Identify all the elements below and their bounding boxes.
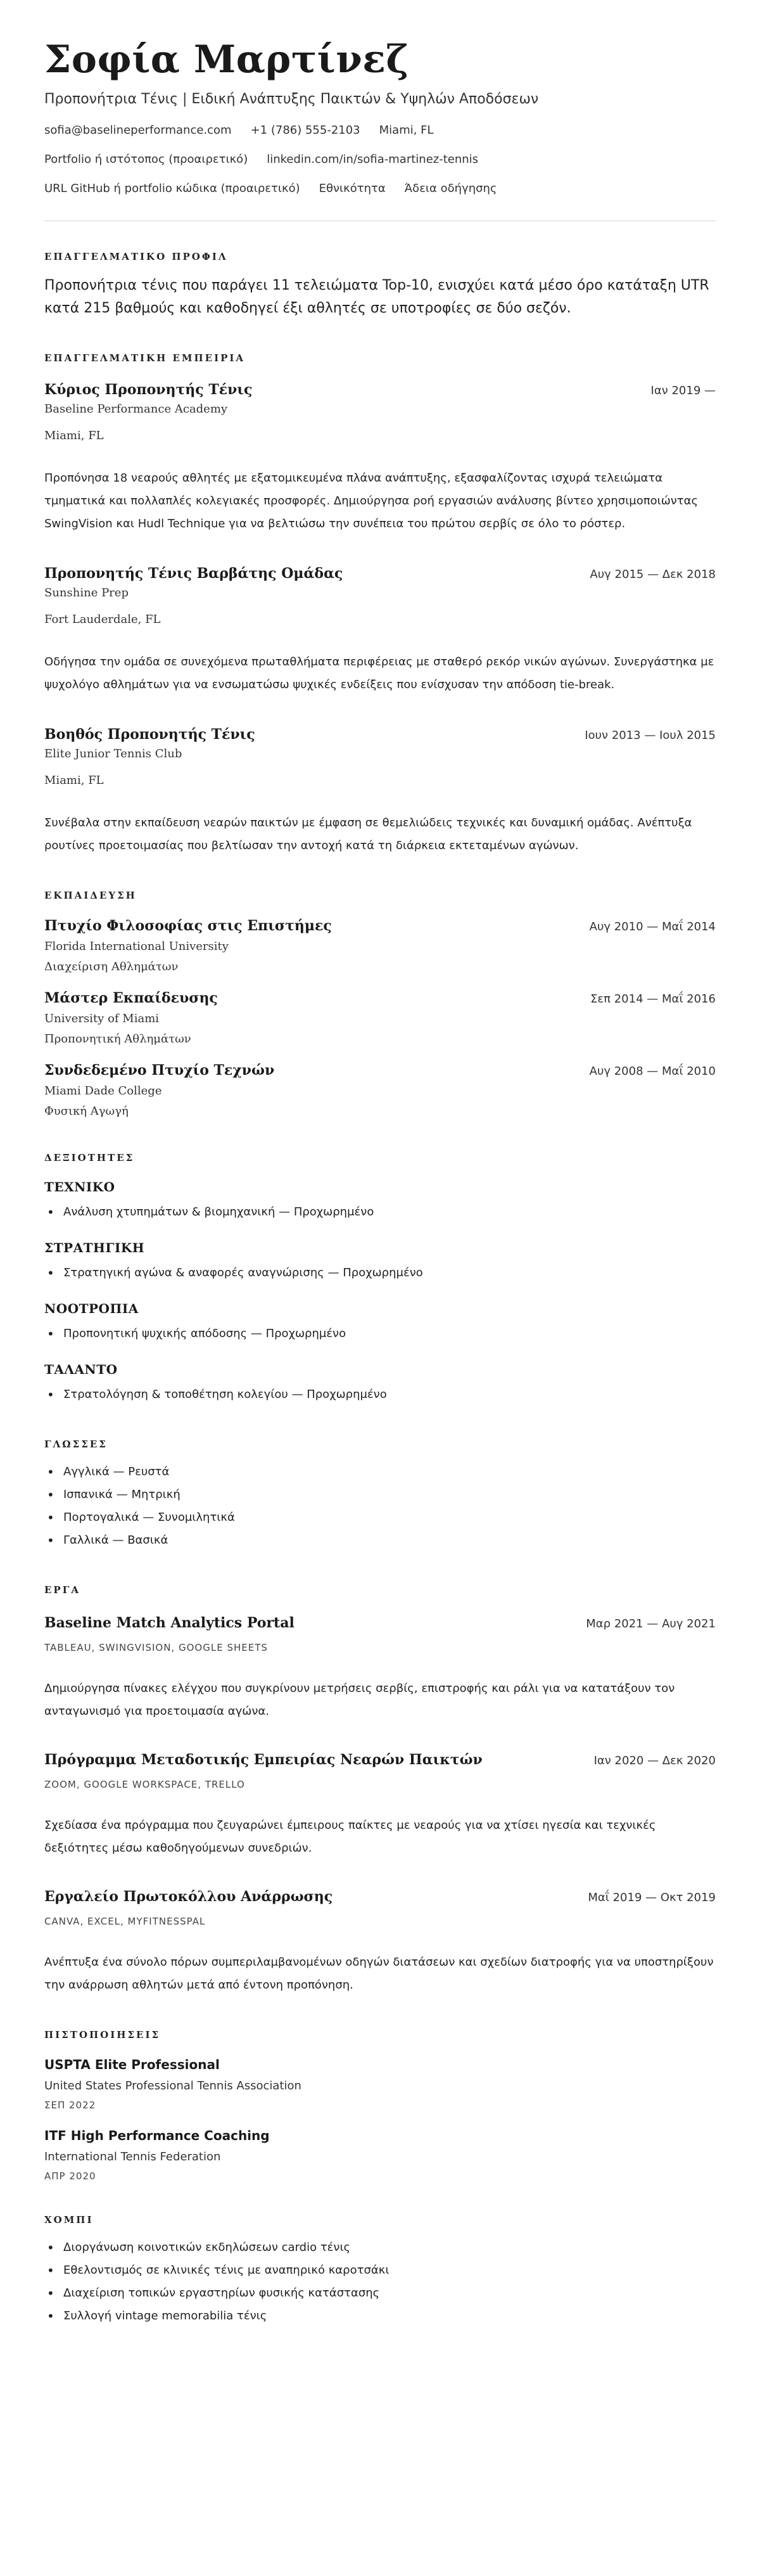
job-company: Elite Junior Tennis Club (44, 747, 182, 760)
section-title: ΕΚΠΑΙΔΕΥΣΗ (44, 890, 137, 901)
links-row (44, 152, 716, 167)
section-title: ΓΛΩΣΣΕΣ (44, 1439, 108, 1450)
certification-issuer: United States Professional Tennis Association (44, 2079, 301, 2092)
certification-issuer: International Tennis Federation (44, 2150, 221, 2163)
school-name: Miami Dade College (44, 1084, 162, 1098)
degree-dates: Αυγ 2010 — Μαΐ 2014 (589, 920, 716, 933)
license-text: Άδεια οδήγησης (404, 182, 497, 195)
hobby-item: • Διαχείριση τοπικών εργαστηρίων φυσικής κατάστασης (44, 2282, 716, 2305)
skill-list (44, 1201, 716, 1224)
experience-item (44, 565, 716, 696)
section-title: ΠΙΣΤΟΠΟΙΗΣΕΙΣ (44, 2029, 161, 2041)
skill-group (44, 1301, 716, 1345)
contact-row (44, 123, 716, 138)
hobby-item: • Εθελοντισμός σε κλινικές τένις με αναπηρικό καροτσάκι (44, 2259, 716, 2282)
degree-title: Συνδεδεμένο Πτυχίο Τεχνών (44, 1062, 275, 1079)
nationality-text: Εθνικότητα (319, 182, 386, 195)
skill-category: ΣΤΡΑΤΗΓΙΚΗ (44, 1240, 145, 1255)
degree-dates: Αυγ 2008 — Μαΐ 2010 (589, 1065, 716, 1078)
experience-section (44, 352, 716, 857)
skill-list (44, 1383, 716, 1406)
skill-category: ΝΟΟΤΡΟΠΙΑ (44, 1301, 139, 1316)
location-text: Miami, FL (379, 124, 434, 137)
profile-section (44, 250, 716, 320)
certification-name: USPTA Elite Professional (44, 2057, 220, 2072)
experience-item (44, 726, 716, 857)
github-link[interactable]: URL GitHub ή portfolio κώδικα (προαιρετικό) (44, 182, 300, 195)
education-item (44, 917, 716, 975)
degree-dates: Σεπ 2014 — Μαΐ 2016 (590, 992, 716, 1006)
hobby-item: • Διοργάνωση κοινοτικών εκδηλώσεων cardio τένις (44, 2236, 716, 2259)
job-dates: Αυγ 2015 — Δεκ 2018 (590, 568, 716, 581)
job-company: Sunshine Prep (44, 586, 129, 599)
certification-item (44, 2127, 716, 2182)
job-title: Προπονητής Τένις Βαρβάτης Ομάδας (44, 565, 343, 582)
project-description: Σχεδίασα ένα πρόγραμμα που ζευγαρώνει έμπειρους παίκτες με νεαρούς για να χτίσει ηγεσία και τεχνικές δεξιότητες μέσω καθοδηγούμενων συνεδριών. (44, 1819, 656, 1855)
project-item (44, 1614, 716, 1723)
project-description: Ανέπτυξα ένα σύνολο πόρων συμπεριλαμβανομένων οδηγών διατάσεων και σχεδίων διατροφής για να υποστηρίξουν την ανάρρωση αθλητών μετά από έντονη προπόνηση. (44, 1956, 714, 1992)
skill-category: ΤΑΛΑΝΤΟ (44, 1362, 118, 1377)
certification-item (44, 2056, 716, 2111)
language-item: • Αγγλικά — Ρευστά (44, 1461, 716, 1483)
education-section (44, 889, 716, 1120)
resume-header (44, 37, 716, 221)
degree-field: Φυσική Αγωγή (44, 1105, 129, 1118)
section-title: ΕΡΓΑ (44, 1584, 80, 1596)
project-name: Πρόγραμμα Μεταδοτικής Εμπειρίας Νεαρών Παικτών (44, 1752, 483, 1768)
skill-item: • Ανάλυση χτυπημάτων & βιομηχανική — Προχωρημένο (44, 1201, 716, 1224)
language-item: • Γαλλικά — Βασικά (44, 1529, 716, 1552)
experience-item (44, 381, 716, 535)
skill-group (44, 1179, 716, 1224)
skill-group (44, 1362, 716, 1406)
certification-name: ITF High Performance Coaching (44, 2128, 270, 2143)
candidate-name: Σοφία Μαρτίνεζ (44, 37, 409, 82)
job-description: Οδήγησα την ομάδα σε συνεχόμενα πρωταθλήματα περιφέρειας με σταθερό ρεκόρ νικών αγώνων. Συνεργάστηκα με ψυχολόγο αθλημάτων για να ενσωματώσω ψυχικές ενδείξεις που ενίσχυσαν την απόδοση tie-break. (44, 655, 714, 691)
job-description: Συνέβαλα στην εκπαίδευση νεαρών παικτών με έμφαση σε θεμελιώδεις τεχνικές και δυναμική ομάδας. Ανέπτυξα ρουτίνες προετοιμασίας που βελτίωσαν την αντοχή κατά τη διάρκεια εκτεταμένων αγώνων. (44, 816, 692, 852)
skill-category: ΤΕΧΝΙΚΟ (44, 1179, 115, 1195)
job-dates: Ιουν 2013 — Ιουλ 2015 (585, 729, 716, 742)
project-name: Εργαλείο Πρωτοκόλλου Ανάρρωσης (44, 1888, 333, 1905)
certification-date: ΑΠΡ 2020 (44, 2170, 96, 2182)
degree-title: Μάστερ Εκπαίδευσης (44, 990, 218, 1006)
hobby-item: • Συλλογή vintage memorabilia τένις (44, 2305, 716, 2328)
profile-summary: Προπονήτρια τένις που παράγει 11 τελειώματα Top-10, ενισχύει κατά μέσο όρο κατάταξη UTR κατά 215 βαθμούς και καθοδηγεί έξι αθλητές σε υποτροφίες σε δύο σεζόν. (44, 278, 709, 316)
project-description: Δημιούργησα πίνακες ελέγχου που συγκρίνουν μετρήσεις σερβίς, επιστροφής και ράλι για να κατατάξουν τον ανταγωνισμό για προετοιμασία αγώνα. (44, 1682, 675, 1718)
job-title: Κύριος Προπονητής Τένις (44, 381, 253, 398)
job-location: Miami, FL (44, 429, 104, 442)
languages-section (44, 1438, 716, 1552)
job-dates: Ιαν 2019 — (650, 384, 716, 397)
degree-field: Προπονητική Αθλημάτων (44, 1032, 191, 1046)
education-item (44, 1061, 716, 1120)
certifications-section (44, 2028, 716, 2182)
skill-list (44, 1262, 716, 1285)
project-name: Baseline Match Analytics Portal (44, 1615, 294, 1631)
school-name: University of Miami (44, 1012, 160, 1025)
portfolio-link[interactable]: Portfolio ή ιστότοπος (προαιρετικό) (44, 153, 248, 166)
language-item: • Ισπανικά — Μητρική (44, 1483, 716, 1506)
hobbies-section (44, 2214, 716, 2328)
linkedin-link[interactable]: linkedin.com/in/sofia-martinez-tennis (267, 153, 479, 166)
project-item (44, 1751, 716, 1860)
job-company: Baseline Performance Academy (44, 402, 228, 416)
projects-section (44, 1584, 716, 1997)
project-dates: Ιαν 2020 — Δεκ 2020 (593, 1754, 716, 1767)
project-dates: Μαΐ 2019 — Οκτ 2019 (588, 1891, 716, 1904)
hobby-list (44, 2236, 716, 2328)
job-description: Προπόνησα 18 νεαρούς αθλητές με εξατομικευμένα πλάνα ανάπτυξης, εξασφαλίζοντας ισχυρά τελειώματα τμηματικά και πολλαπλές κολεγιακές προσφορές. Δημιούργησα ροή εργασιών ανάλυσης βίντεο χρησιμοποιώντας SwingVision και Hudl Technique για να βελτιώσω την συνέπεια του πρώτου σερβίς σε όλο το ρόστερ. (44, 471, 699, 530)
project-tech: TABLEAU, SWINGVISION, GOOGLE SHEETS (44, 1642, 268, 1653)
project-item (44, 1888, 716, 1997)
skill-item: • Προπονητική ψυχικής απόδοσης — Προχωρημένο (44, 1323, 716, 1345)
email-link[interactable]: sofia@baselineperformance.com (44, 124, 232, 137)
section-title: ΧΟΜΠΙ (44, 2214, 94, 2226)
job-location: Miami, FL (44, 774, 104, 787)
certification-date: ΣΕΠ 2022 (44, 2099, 96, 2111)
extra-row (44, 181, 716, 196)
section-title: ΔΕΞΙΟΤΗΤΕΣ (44, 1152, 135, 1163)
project-dates: Μαρ 2021 — Αυγ 2021 (586, 1617, 716, 1631)
language-list (44, 1461, 716, 1552)
skill-item: • Στρατολόγηση & τοποθέτηση κολεγίου — Προχωρημένο (44, 1383, 716, 1406)
skills-section (44, 1151, 716, 1406)
project-tech: ZOOM, GOOGLE WORKSPACE, TRELLO (44, 1779, 245, 1790)
school-name: Florida International University (44, 940, 229, 953)
skill-list (44, 1323, 716, 1345)
candidate-subtitle: Προπονήτρια Τένις | Ειδική Ανάπτυξης Παικτών & Υψηλών Αποδόσεων (44, 91, 539, 107)
job-location: Fort Lauderdale, FL (44, 613, 161, 626)
language-item: • Πορτογαλικά — Συνομιλητικά (44, 1506, 716, 1529)
education-item (44, 989, 716, 1048)
degree-title: Πτυχίο Φιλοσοφίας στις Επιστήμες (44, 918, 332, 934)
degree-field: Διαχείριση Αθλημάτων (44, 960, 179, 973)
phone-link[interactable]: +1 (786) 555-2103 (250, 124, 360, 137)
section-title: ΕΠΑΓΓΕΛΜΑΤΙΚΟ ΠΡΟΦΙΛ (44, 251, 228, 262)
skill-item: • Στρατηγική αγώνα & αναφορές αναγνώρισης — Προχωρημένο (44, 1262, 716, 1285)
skill-group (44, 1240, 716, 1285)
section-title: ΕΠΑΓΓΕΛΜΑΤΙΚΗ ΕΜΠΕΙΡΙΑ (44, 352, 246, 364)
job-title: Βοηθός Προπονητής Τένις (44, 726, 255, 743)
project-tech: CANVA, EXCEL, MYFITNESSPAL (44, 1916, 206, 1927)
